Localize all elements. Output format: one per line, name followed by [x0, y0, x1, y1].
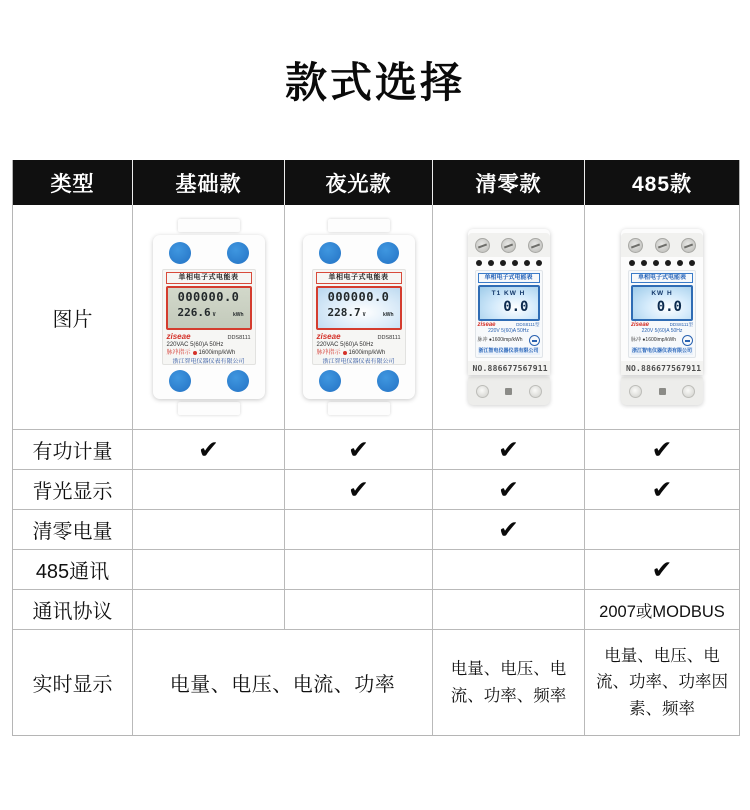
image-cell-reset	[433, 205, 585, 430]
row-label: 通讯协议	[32, 601, 113, 623]
row-label: 背光显示	[32, 481, 113, 503]
lcd-energy-reading: 0.0	[656, 299, 682, 315]
bottom-terminal-block	[468, 377, 550, 405]
meter-specs: 220V 5(60)A 50Hz	[488, 328, 529, 334]
check-icon: ✔	[348, 475, 369, 504]
terminal-cover-icon	[169, 370, 191, 392]
seal-dial-icon	[529, 335, 540, 346]
check-icon: ✔	[651, 555, 673, 584]
meter-night-image	[303, 219, 415, 415]
brand-logo: ziseae	[631, 322, 650, 328]
image-cell-night	[285, 205, 433, 430]
pulse-label: 脉冲指示	[166, 350, 191, 356]
header-night: 夜光款	[285, 160, 433, 205]
check-icon: ✔	[198, 435, 219, 464]
meter-bottom-tab	[328, 402, 390, 415]
meter-top-tab	[328, 219, 390, 232]
terminal-holes	[621, 257, 703, 268]
terminal-cover-icon	[169, 242, 191, 264]
row-485-comm	[13, 550, 739, 590]
check-icon: ✔	[498, 515, 519, 544]
lcd-energy-reading: 000000.0	[177, 290, 240, 304]
comparison-table	[12, 160, 740, 736]
lcd-display-backlit	[631, 285, 693, 321]
table-header-row	[13, 160, 739, 205]
lcd-energy-reading: 000000.0	[327, 290, 390, 304]
terminal-holes	[468, 257, 550, 268]
meter-top-tab	[178, 219, 240, 232]
serial-number: NO.886677567911	[468, 361, 550, 375]
pulse-label: 脉冲指示	[316, 350, 341, 356]
manufacturer-name: 浙江智电仪器仪表有限公司	[172, 359, 245, 365]
page-title: 款式选择	[284, 59, 465, 106]
row-reset-energy	[13, 510, 739, 550]
meter-bottom-tab	[178, 402, 240, 415]
check-icon: ✔	[498, 435, 519, 464]
row-label: 实时显示	[32, 674, 113, 696]
lcd-voltage-unit: V	[362, 312, 366, 318]
bottom-terminal-block	[621, 377, 703, 405]
lcd-voltage-reading: 228.7	[327, 306, 361, 319]
check-icon: ✔	[651, 435, 673, 464]
meter-title-label: 单相电子式电能表	[316, 272, 402, 284]
pulse-led-icon	[193, 351, 197, 355]
pulse-rate: 脉冲 ●1600imp/kWh	[477, 337, 523, 343]
row-label: 有功计量	[32, 441, 113, 463]
lcd-display-backlit	[478, 285, 540, 321]
lcd-voltage-reading: 226.6	[177, 306, 211, 319]
terminal-cover-icon	[319, 370, 341, 392]
meter-title-label: 单相电子式电能表	[478, 273, 540, 283]
model-number: DDS8111	[227, 335, 251, 341]
pulse-rate: 1600imp/kWh	[348, 350, 386, 356]
terminal-screws	[468, 233, 550, 257]
terminal-cover-icon	[377, 242, 399, 264]
meter-title-label: 单相电子式电能表	[631, 273, 693, 283]
lcd-kwh-unit: kWh	[382, 312, 394, 318]
row-protocol	[13, 590, 739, 630]
seal-dial-icon	[682, 335, 693, 346]
header-485: 485款	[585, 160, 739, 205]
image-cell-485	[585, 205, 739, 430]
meter-specs: 220V 5(60)A 50Hz	[641, 328, 683, 334]
realtime-basic-night: 电量、电压、电流、功率	[169, 674, 396, 696]
lcd-kwh-unit: kWh	[232, 312, 244, 318]
meter-title-label: 单相电子式电能表	[166, 272, 252, 284]
header-reset: 清零款	[433, 160, 585, 205]
manufacturer-name: 浙江智电仪器仪表有限公司	[478, 348, 539, 354]
lcd-energy-reading: 0.0	[503, 299, 529, 315]
row-realtime-display	[13, 630, 739, 735]
lcd-display	[166, 286, 252, 330]
model-number: DDS8111型	[516, 322, 540, 327]
row-backlight	[13, 470, 739, 510]
terminal-cover-icon	[227, 242, 249, 264]
lcd-display-backlit	[316, 286, 402, 330]
terminal-screws	[621, 233, 703, 257]
header-basic: 基础款	[133, 160, 285, 205]
image-cell-basic	[133, 205, 285, 430]
meter-485-image	[621, 229, 703, 405]
brand-logo: ziseae	[166, 332, 191, 341]
meter-reset-image	[468, 229, 550, 405]
meter-specs: 220VAC 5(60)A 50Hz	[166, 342, 224, 348]
realtime-reset: 电量、电压、电流、功率、频率	[450, 660, 567, 705]
terminal-cover-icon	[377, 370, 399, 392]
realtime-485: 电量、电压、电流、功率、功率因素、频率	[596, 646, 728, 718]
serial-number: NO.886677567911	[621, 361, 703, 375]
brand-logo: ziseae	[316, 332, 341, 341]
row-active-metering	[13, 430, 739, 470]
lcd-kwh-label: KW H	[651, 290, 673, 297]
check-icon: ✔	[651, 475, 673, 504]
meter-specs: 220VAC 5(60)A 50Hz	[316, 342, 374, 348]
row-label: 485通讯	[35, 561, 110, 583]
manufacturer-name: 浙江智电仪器仪表有限公司	[631, 348, 692, 354]
terminal-cover-icon	[227, 370, 249, 392]
lcd-tariff-kwh-label: T1 KW H	[491, 290, 526, 297]
check-icon: ✔	[498, 475, 519, 504]
lcd-voltage-unit: V	[212, 312, 216, 318]
image-row-label: 图片	[52, 308, 93, 331]
header-type: 类型	[13, 160, 133, 205]
model-number: DDS8111	[377, 335, 401, 341]
brand-logo: ziseae	[477, 322, 496, 328]
terminal-cover-icon	[319, 242, 341, 264]
manufacturer-name: 浙江智电仪器仪表有限公司	[322, 359, 395, 365]
pulse-rate: 1600imp/kWh	[198, 350, 236, 356]
check-icon: ✔	[348, 435, 369, 464]
image-row	[13, 205, 739, 430]
pulse-rate: 脉冲 ●1600imp/kWh	[631, 337, 676, 343]
meter-basic-image	[153, 219, 265, 415]
protocol-value: 2007或MODBUS	[599, 602, 725, 621]
pulse-led-icon	[343, 351, 347, 355]
row-label: 清零电量	[32, 521, 113, 543]
model-number: DDS8111型	[669, 322, 693, 327]
